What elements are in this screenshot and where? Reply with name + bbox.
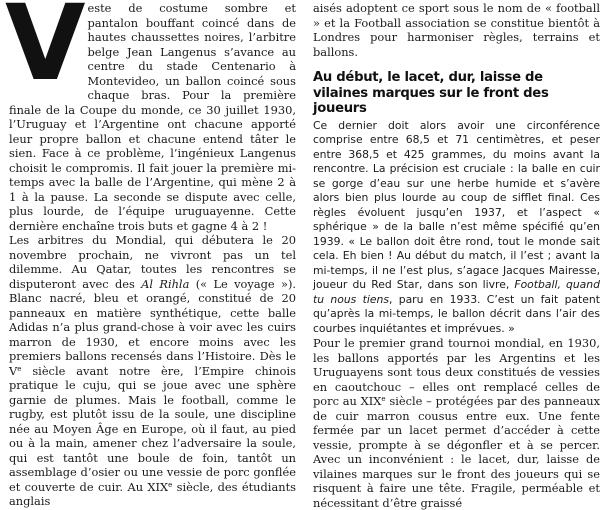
text-segment: Pour le premier grand tournoi mondial, en 1930, les ballons apportés par les Argentins et les Uruguayens sont tous deux constitués de vessies en caoutchouc – elles ont remplacé celles de porc au XIX <box>313 336 600 408</box>
opening-text: este de costume sombre et pantalon bouffant coincé dans de hautes chaussettes noires, l’arbitre belge Jean Langenus s’avance au centre du stade Centenario à Montevideo, un ballon coincé sous chaque bras. Pour la première finale de la Coupe du monde, ce 30 juillet 1930, l’Uruguay et l’Argentine ont chacune apporté leur propre ballon et chacune entend tâter le sien. Face à ce problème, l’ingénieux Langenus choisit le compromis. Il fait jouer la première mi-temps avec la balle de l’Argentine, qui mène 2 à 1 à la pause. La seconde se dispute avec celle, plus lourde, de l’équipe uruguayenne. Cette dernière enchaîne trois buts et gagne 4 à 2 ! <box>9 1 296 233</box>
text-segment: Ce dernier doit alors avoir une circonférence comprise entre 68,5 et 71 centimètres, et peser entre 368,5 et 425 grammes, du moins avant la rencontre. La précision est cruciale : la balle en cuir se gorge d’eau sur une herbe humide et s’avère alors bien plus lourde au coup de sifflet final. Ces règles évoluent jusqu’en 1937, et l’aspect « sphérique » de la balle n’est même spécifié qu’en 1939. « Le ballon doit être rond, tout le monde sait cela. Eh bien ! Au début du match, il l’est ; avant la mi-temps, il ne l’est plus, s’agace Jacques Mairesse, joueur du Red Star, dans son livre, <box>313 118 600 291</box>
century-suffix: e <box>17 364 22 373</box>
drop-cap: V <box>5 0 82 104</box>
ball-name: Al Rihla <box>141 276 190 291</box>
paragraph-continued <box>313 1 600 59</box>
century-suffix: e <box>168 480 173 489</box>
text-segment: siècle – protégées par des panneaux de cuir marron cousus entre eux. Une fente fermée par un lacet permet d’accéder à cette vessie, prompte à se dégonfler et à se percer. Avec un inconvénient : le lacet, dur, laisse de vilaines marques sur le front des joueurs qui se risquent à faire une tête. Fragile, perméable et nécessitant d’être graissé <box>313 394 600 510</box>
paragraph-1930-balls <box>313 336 600 510</box>
text-segment: (« Le voyage »). Blanc nacré, bleu et orangé, constitué de 20 panneaux en matière synthétique, cette balle Adidas n’a plus grand-chose à voir avec les cuirs marron de 1930, et encore moins avec les premiers ballons recensés dans l’Histoire. Dès le V <box>9 276 297 378</box>
text-segment: siècle, des étudiants anglais <box>9 479 296 508</box>
text-segment: , paru en 1933. C’est un fait patent qu’après la mi-temps, le ballon décrit dans l’air des courbes inquiétantes et imprévues. » <box>313 292 600 335</box>
section-heading: Au début, le lacet, dur, laisse de vilaines marques sur le front des joueurs <box>313 70 549 116</box>
paragraph-opening <box>5 0 296 233</box>
right-column <box>313 1 600 510</box>
century-suffix: e <box>381 395 386 403</box>
paragraph-qatar <box>9 233 296 509</box>
paragraph-rules <box>313 119 600 337</box>
book-title: Football, quand tu nous tiens <box>313 278 600 306</box>
text-segment: siècle avant notre ère, l’Empire chinois pratique le cuju, qui se joue avec une sphère garnie de plumes. Mais le football, comme le rugby, est plutôt issu de la soule, une discipline née au Moyen Âge en Europe, où il faut, au pied ou à la main, amener chez l’adversaire la soule, qui est tantôt une boule de foin, tantôt un assemblage d’osier ou une vessie de porc gonflée et couverte de cuir. Au XIX <box>9 363 296 494</box>
continued-text: aisés adoptent ce sport sous le nom de « football » et la Football association se constitue bientôt à Londres pour harmoniser règles, terrains et ballons. <box>313 1 600 59</box>
left-column <box>5 0 297 509</box>
text-segment: Les arbitres du Mondial, qui débutera le 20 novembre prochain, ne vivront pas un tel dilemme. Au Qatar, toutes les rencontres se disputeront avec des <box>9 233 296 291</box>
